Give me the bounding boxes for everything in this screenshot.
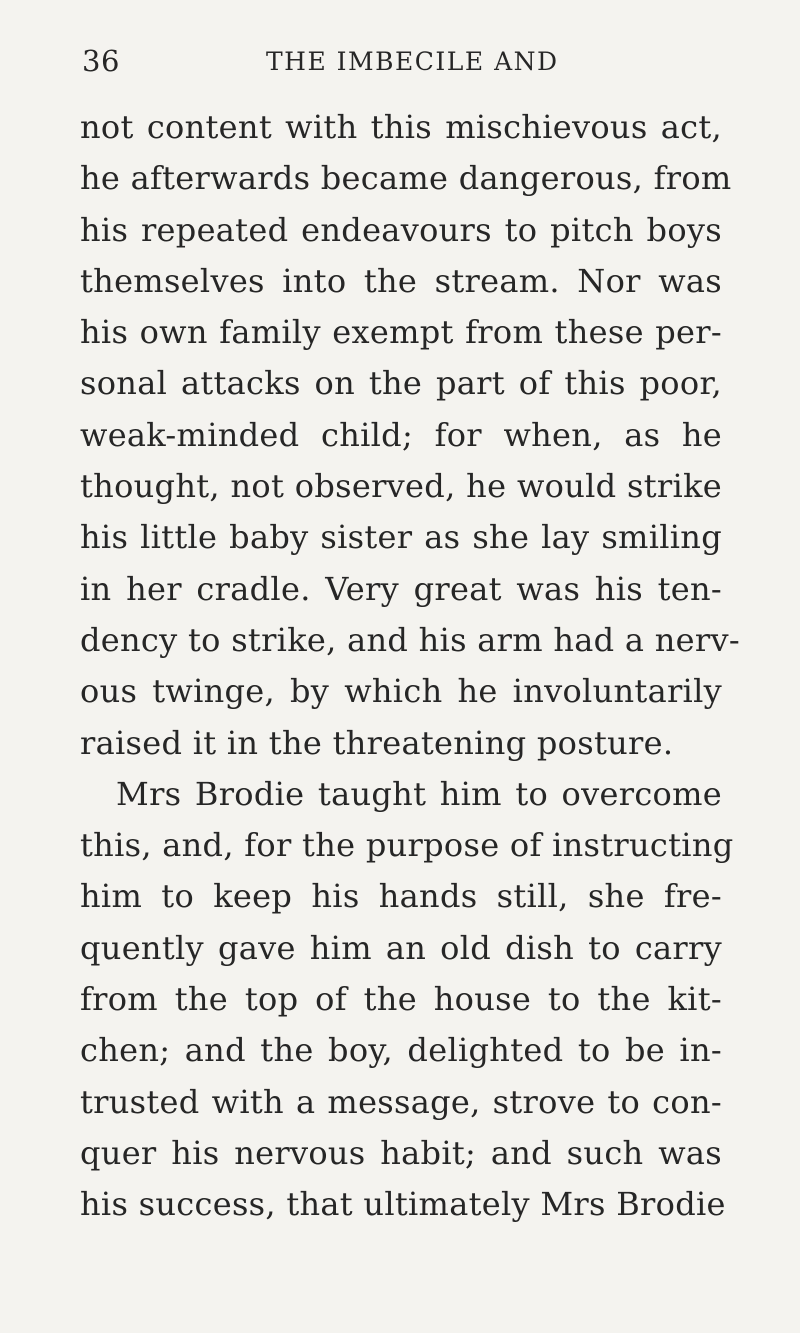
text-line: trusted with a message, strove to con- — [80, 1082, 722, 1121]
text-line: not content with this mischievous act, — [80, 108, 722, 146]
text-line: quently gave him an old dish to carry — [80, 928, 722, 967]
text-line-paragraph-start: Mrs Brodie taught him to overcome — [116, 774, 722, 813]
page-header — [82, 44, 722, 84]
text-line: sonal attacks on the part of this poor, — [80, 364, 722, 403]
text-line: quer his nervous habit; and such was — [80, 1133, 722, 1172]
text-line: weak-minded child; for when, as he — [80, 415, 722, 454]
text-line: raised it in the threatening posture. — [80, 723, 674, 762]
text-line: this, and, for the purpose of instructing — [80, 826, 734, 865]
text-line: his repeated endeavours to pitch boys — [80, 210, 722, 249]
text-line: he afterwards became dangerous, from — [80, 159, 732, 198]
text-line: in her cradle. Very great was his ten- — [80, 569, 722, 608]
running-title: THE IMBECILE AND — [266, 47, 559, 76]
text-line: his success, that ultimately Mrs Brodie — [80, 1185, 726, 1224]
page-number: 36 — [82, 44, 120, 78]
body-text — [80, 102, 740, 1231]
text-line: ous twinge, by which he involuntarily — [80, 672, 722, 711]
text-line: themselves into the stream. Nor was — [80, 261, 722, 300]
text-line: him to keep his hands still, she fre- — [80, 877, 722, 916]
text-line: dency to strike, and his arm had a nerv- — [80, 620, 740, 659]
text-line: from the top of the house to the kit- — [80, 980, 722, 1019]
text-line: chen; and the boy, delighted to be in- — [80, 1031, 722, 1070]
text-line: his little baby sister as she lay smiling — [80, 518, 722, 557]
text-line: his own family exempt from these per- — [80, 313, 722, 352]
text-line: thought, not observed, he would strike — [80, 467, 722, 506]
